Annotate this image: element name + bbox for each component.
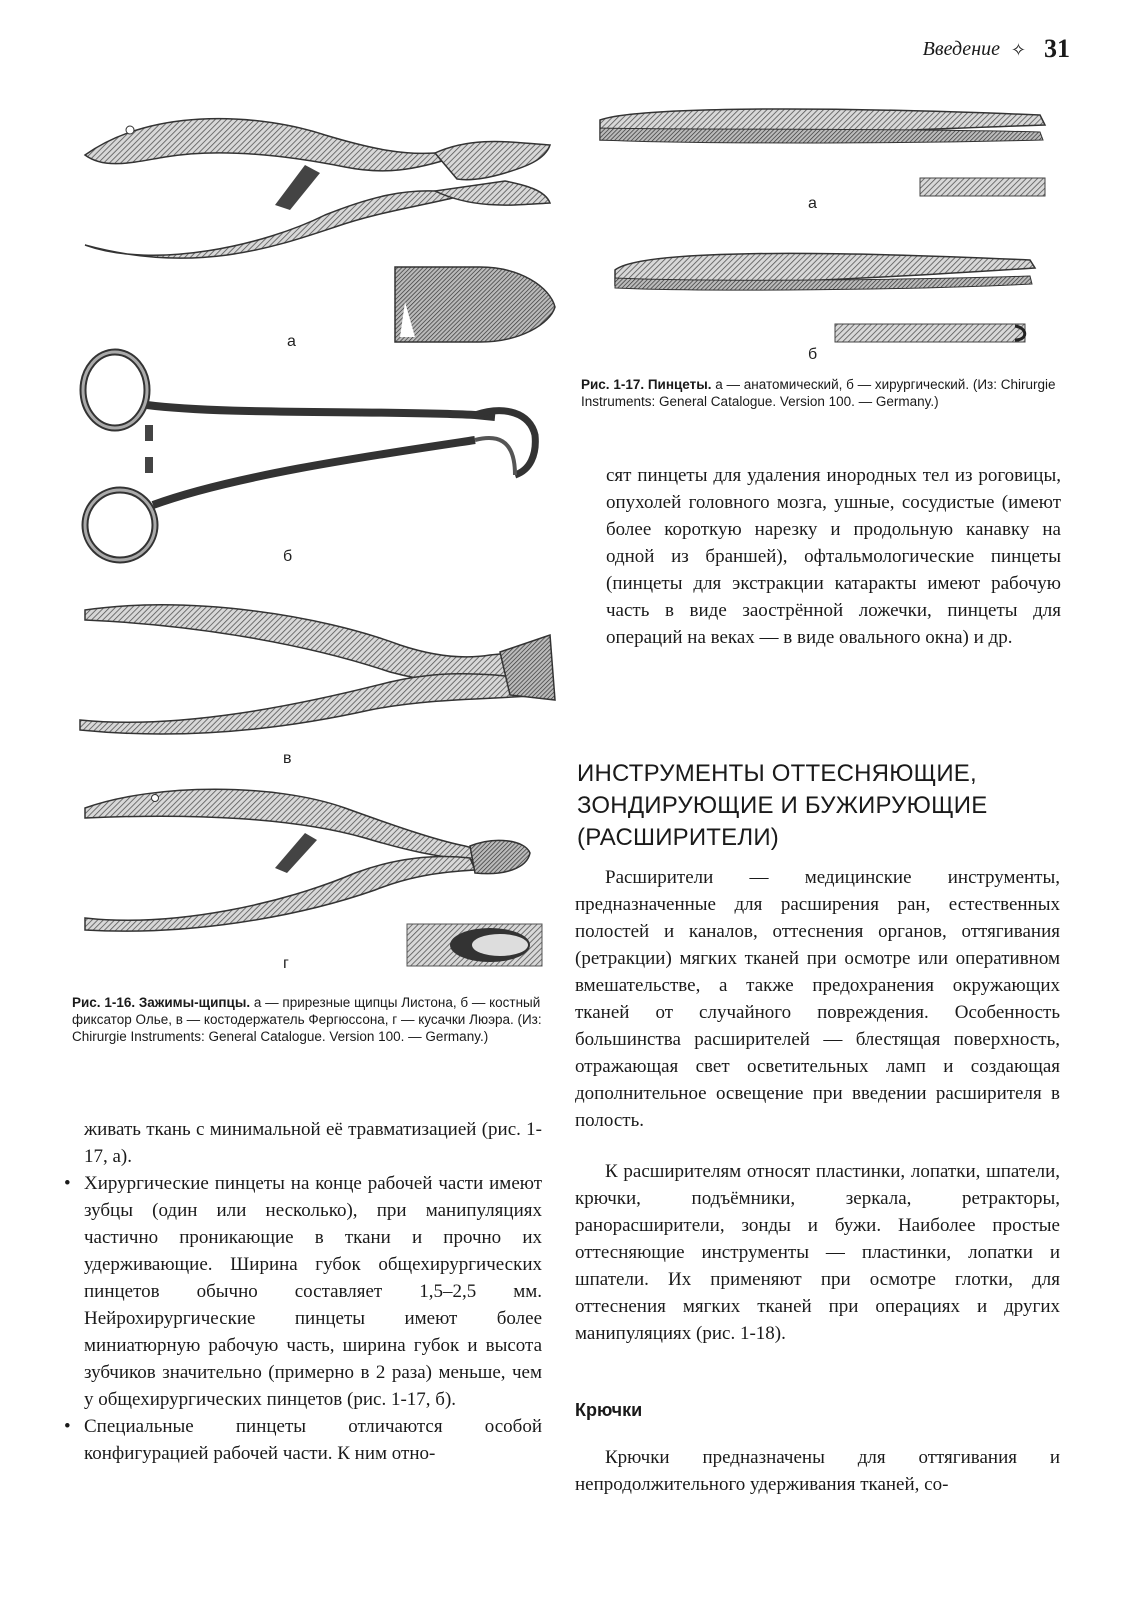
figure-1-16d-detail (405, 920, 545, 970)
figure-1-16-caption-text: а — прирезные щипцы Листона, б — костный фиксатор Олье, в — костодержатель Фергюссона, г — кусачки Люэра. (Из: Chirurgie Instruments: General Catalogue. Version 100. — Germany.) (72, 995, 542, 1044)
fig17-label-a: а (808, 195, 817, 212)
right-paragraph-dilator-types: К расширителям относят пластинки, лопатки, шпатели, крючки, подъёмники, зеркала, ретракторы, ранорасширители, зонды и бужи. Наиболее простые оттесняющие инструменты — пластинки, лопатки и шпатели. Их применяют при осмотре глотки, для оттеснения мягких тканей при операциях и других манипуляциях (рис. 1-18). (575, 1161, 1060, 1344)
figure-1-17a-anatomical-tweezers (595, 100, 1055, 220)
section-heading: ИНСТРУМЕНТЫ ОТТЕСНЯЮЩИЕ, ЗОНДИРУЮЩИЕ И БУЖИРУЮЩИЕ (РАСШИРИТЕЛИ) (577, 760, 988, 851)
figure-1-16-caption-number: Рис. 1-16. Зажимы-щипцы. (72, 995, 251, 1010)
right-paragraph-hooks: Крючки предназначены для оттягивания и непродолжительного удерживания тканей, со- (575, 1447, 1060, 1495)
running-header-section: Введение (922, 38, 1000, 60)
page-number: 31 (1044, 34, 1070, 63)
bullet-surgical-tweezers: • Хирургические пинцеты на конце рабочей части имеют зубцы (один или несколько), при манипуляциях частично проникающие в ткани и прочно их удерживающие. Ширина губок общехирургических пинцетов обычно составляет 1,5–2,5 мм. Нейрохирургические пинцеты имеют более миниатюрную рабочую часть, ширина губок и высота зубчиков значительно (примерно в 2 раза) меньше, чем у общехирургических пинцетов (рис. 1-17, б). (62, 1170, 542, 1413)
fig16-label-d: г (283, 955, 289, 972)
fig16-label-c: в (283, 750, 292, 767)
figure-1-16a-detail (390, 262, 560, 347)
fig16-label-a: а (287, 333, 296, 350)
right-paragraph-continued: сят пинцеты для удаления инородных тел из роговицы, опухолей головного мозга, ушные, сосудистые (имеют более короткую нарезку и продольную канавку на одной из браншей), офтальмологические пинцеты (пинцеты для экстракции катаракты имеют рабочую часть в виде заострённой ложечки, пинцеты для операций на веках — в виде овального окна) и др. (606, 465, 1061, 648)
right-paragraph-dilators: Расширители — медицинские инструменты, предназначенные для расширения ран, естественных полостей и каналов, оттеснения органов, оттягивания (ретракции) мягких тканей при осмотре или оперативном вмешательстве, а также предохранения окружающих тканей от случайного повреждения. Особенность большинства расширителей — блестящая поверхность, отражающая свет осветительных ламп и создающая дополнительное освещение при введении расширителя в полость. (575, 867, 1060, 1131)
left-bullet-list (62, 1170, 542, 1467)
figure-1-16b-ollier-forceps (75, 345, 555, 570)
figure-1-17b-surgical-tweezers (610, 240, 1050, 350)
left-paragraph-continued: живать ткань с минимальной её травматизацией (рис. 1-17, а). (84, 1119, 542, 1167)
fig17-label-b: б (808, 346, 818, 363)
subheading-hooks: Крючки (575, 1400, 643, 1420)
bullet-special-tweezers: • Специальные пинцеты отличаются особой конфигурацией рабочей части. К ним отно- (62, 1413, 542, 1467)
diamond-icon: ✧ (1010, 40, 1026, 60)
figure-1-17-caption-text: а — анатомический, б — хирургический. (Из: Chirurgie Instruments: General Catalogue. Version 100. — Germany.) (581, 377, 1056, 409)
fig16-label-b: б (283, 548, 293, 565)
figure-1-17-caption-number: Рис. 1-17. Пинцеты. (581, 377, 712, 392)
figure-1-16-caption (72, 994, 550, 1045)
figure-1-16d-luer-rongeur (75, 778, 545, 938)
figure-1-16c-fergusson-forceps (70, 590, 560, 745)
figure-1-17-caption (581, 376, 1063, 410)
